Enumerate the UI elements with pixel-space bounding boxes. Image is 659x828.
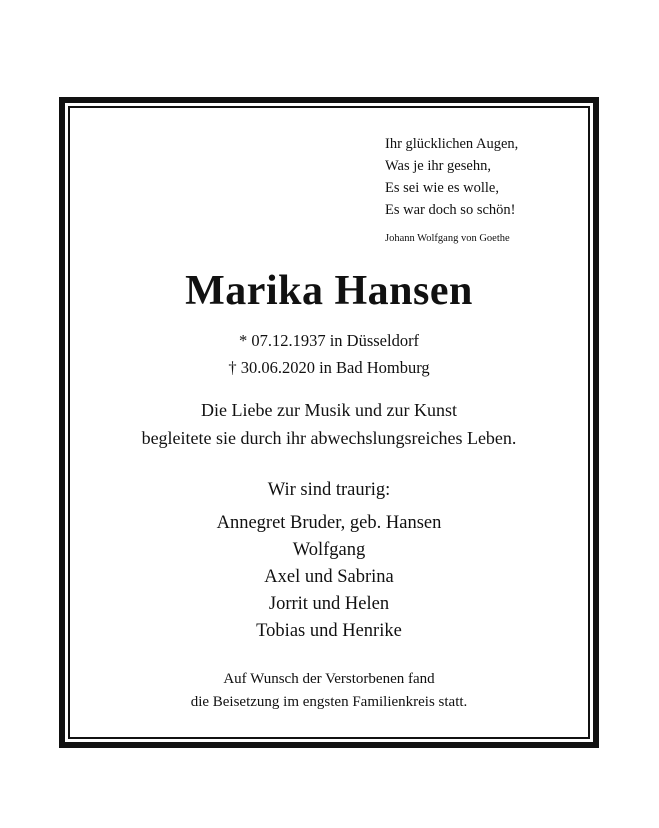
mourner-name: Tobias und Henrike bbox=[256, 621, 402, 641]
mourner-name: Annegret Bruder, geb. Hansen bbox=[216, 513, 442, 533]
mourner-name: Jorrit und Helen bbox=[268, 594, 390, 614]
poem-author: Johann Wolfgang von Goethe bbox=[385, 233, 510, 244]
birth-date: * 07.12.1937 in Düsseldorf bbox=[238, 331, 420, 350]
life-dates bbox=[65, 327, 593, 381]
death-date: † 30.06.2020 in Bad Homburg bbox=[228, 358, 430, 377]
deceased-name: Marika Hansen bbox=[185, 268, 473, 314]
poem-line: Ihr glücklichen Augen, bbox=[385, 136, 519, 152]
motto-line: begleitete sie durch ihr abwechslungsreiches Leben. bbox=[141, 428, 517, 448]
mourner-name: Axel und Sabrina bbox=[264, 567, 394, 587]
poem-line: Es sei wie es wolle, bbox=[385, 180, 499, 196]
poem-line: Es war doch so schön! bbox=[385, 202, 516, 218]
note-line: Auf Wunsch der Verstorbenen fand bbox=[223, 671, 435, 687]
mourners-intro: Wir sind traurig: bbox=[267, 480, 391, 500]
burial-note bbox=[65, 668, 593, 714]
poem-quote bbox=[385, 133, 518, 250]
obituary-frame bbox=[59, 97, 599, 748]
motto-line: Die Liebe zur Musik und zur Kunst bbox=[201, 400, 457, 420]
mourner-name: Wolfgang bbox=[292, 540, 366, 560]
motto-text bbox=[65, 396, 593, 452]
mourners-list bbox=[65, 477, 593, 645]
note-line: die Beisetzung im engsten Familienkreis statt. bbox=[190, 694, 468, 710]
poem-line: Was je ihr gesehn, bbox=[385, 158, 491, 174]
